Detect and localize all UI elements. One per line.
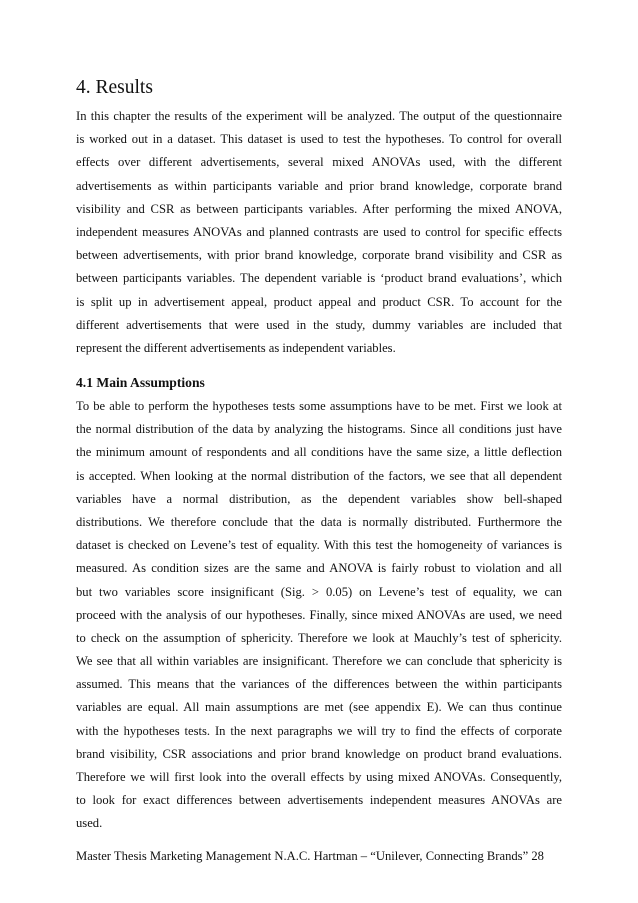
text-line: variables are equal. All main assumptions are met (see appendix E). We can thus continue [76,700,562,715]
text-line: to check on the assumption of sphericity. Therefore we look at Mauchly’s test of sphericity. [76,630,562,645]
text-line: visibility and CSR as between participants variables. After performing the mixed ANOVA, [76,201,562,216]
text-line: the minimum amount of respondents and all conditions have the same size, a little deflection [76,445,562,460]
text-line: is split up in advertisement appeal, product appeal and product CSR. To account for the [76,294,562,309]
text-line: We see that all within variables are insignificant. Therefore we can conclude that sphericity is [76,654,562,669]
text-line: different advertisements that were used in the study, dummy variables are included that [76,317,562,332]
text-line: used. [76,816,103,831]
section-title: 4.1 Main Assumptions [76,375,205,390]
text-line: independent measures ANOVAs and planned contrasts are used to control for specific effects [76,224,562,239]
text-line: brand visibility, CSR associations and prior brand knowledge on product brand evaluations. [76,746,562,761]
text-line: is worked out in a dataset. This dataset is used to test the hypotheses. To control for overall [76,132,562,147]
chapter-title: 4. Results [76,77,153,98]
text-line: but two variables score insignificant (Sig. > 0.05) on Levene’s test of equality, we can [76,584,562,599]
text-line: between participants variables. The dependent variable is ‘product brand evaluations’, which [76,271,562,286]
text-line: To be able to perform the hypotheses tests some assumptions have to be met. First we look at [76,399,562,413]
intro-paragraph [76,105,562,360]
text-line: advertisements as within participants variable and prior brand knowledge, corporate brand [76,178,562,193]
text-line: effects over different advertisements, several mixed ANOVAs used, with the different [76,155,562,170]
text-line: represent the different advertisements as independent variables. [76,340,396,355]
text-line: assumed. This means that the variances of the differences between the within participants [76,677,562,692]
main-assumptions-paragraph [76,395,562,836]
text-line: with the hypotheses tests. In the next paragraphs we will try to find the effects of corporate [76,723,562,738]
text-line: to look for exact differences between advertisements independent measures ANOVAs are [76,793,562,808]
text-line: the normal distribution of the data by analyzing the histograms. Since all conditions just have [76,422,562,437]
text-line: dataset is checked on Levene’s test of equality. With this test the homogeneity of variances is [76,538,562,553]
text-line: Therefore we will first look into the overall effects by using mixed ANOVAs. Consequently, [76,770,562,784]
text-line: between advertisements, with prior brand knowledge, corporate brand visibility and CSR as [76,248,562,263]
text-line: is accepted. When looking at the normal distribution of the factors, we see that all dependent [76,468,562,483]
page-footer: Master Thesis Marketing Management N.A.C. Hartman – “Unilever, Connecting Brands” 28 [76,849,544,863]
text-line: distributions. We therefore conclude that the data is normally distributed. Furthermore the [76,514,562,529]
text-line: proceed with the analysis of our hypotheses. Finally, since mixed ANOVAs are used, we need [76,607,562,622]
text-line: In this chapter the results of the experiment will be analyzed. The output of the questionnaire [76,109,562,123]
text-line: measured. As condition sizes are the same and ANOVA is fairly robust to violation and all [76,561,562,576]
text-line: variables have a normal distribution, as the dependent variables show bell-shaped [76,491,562,506]
